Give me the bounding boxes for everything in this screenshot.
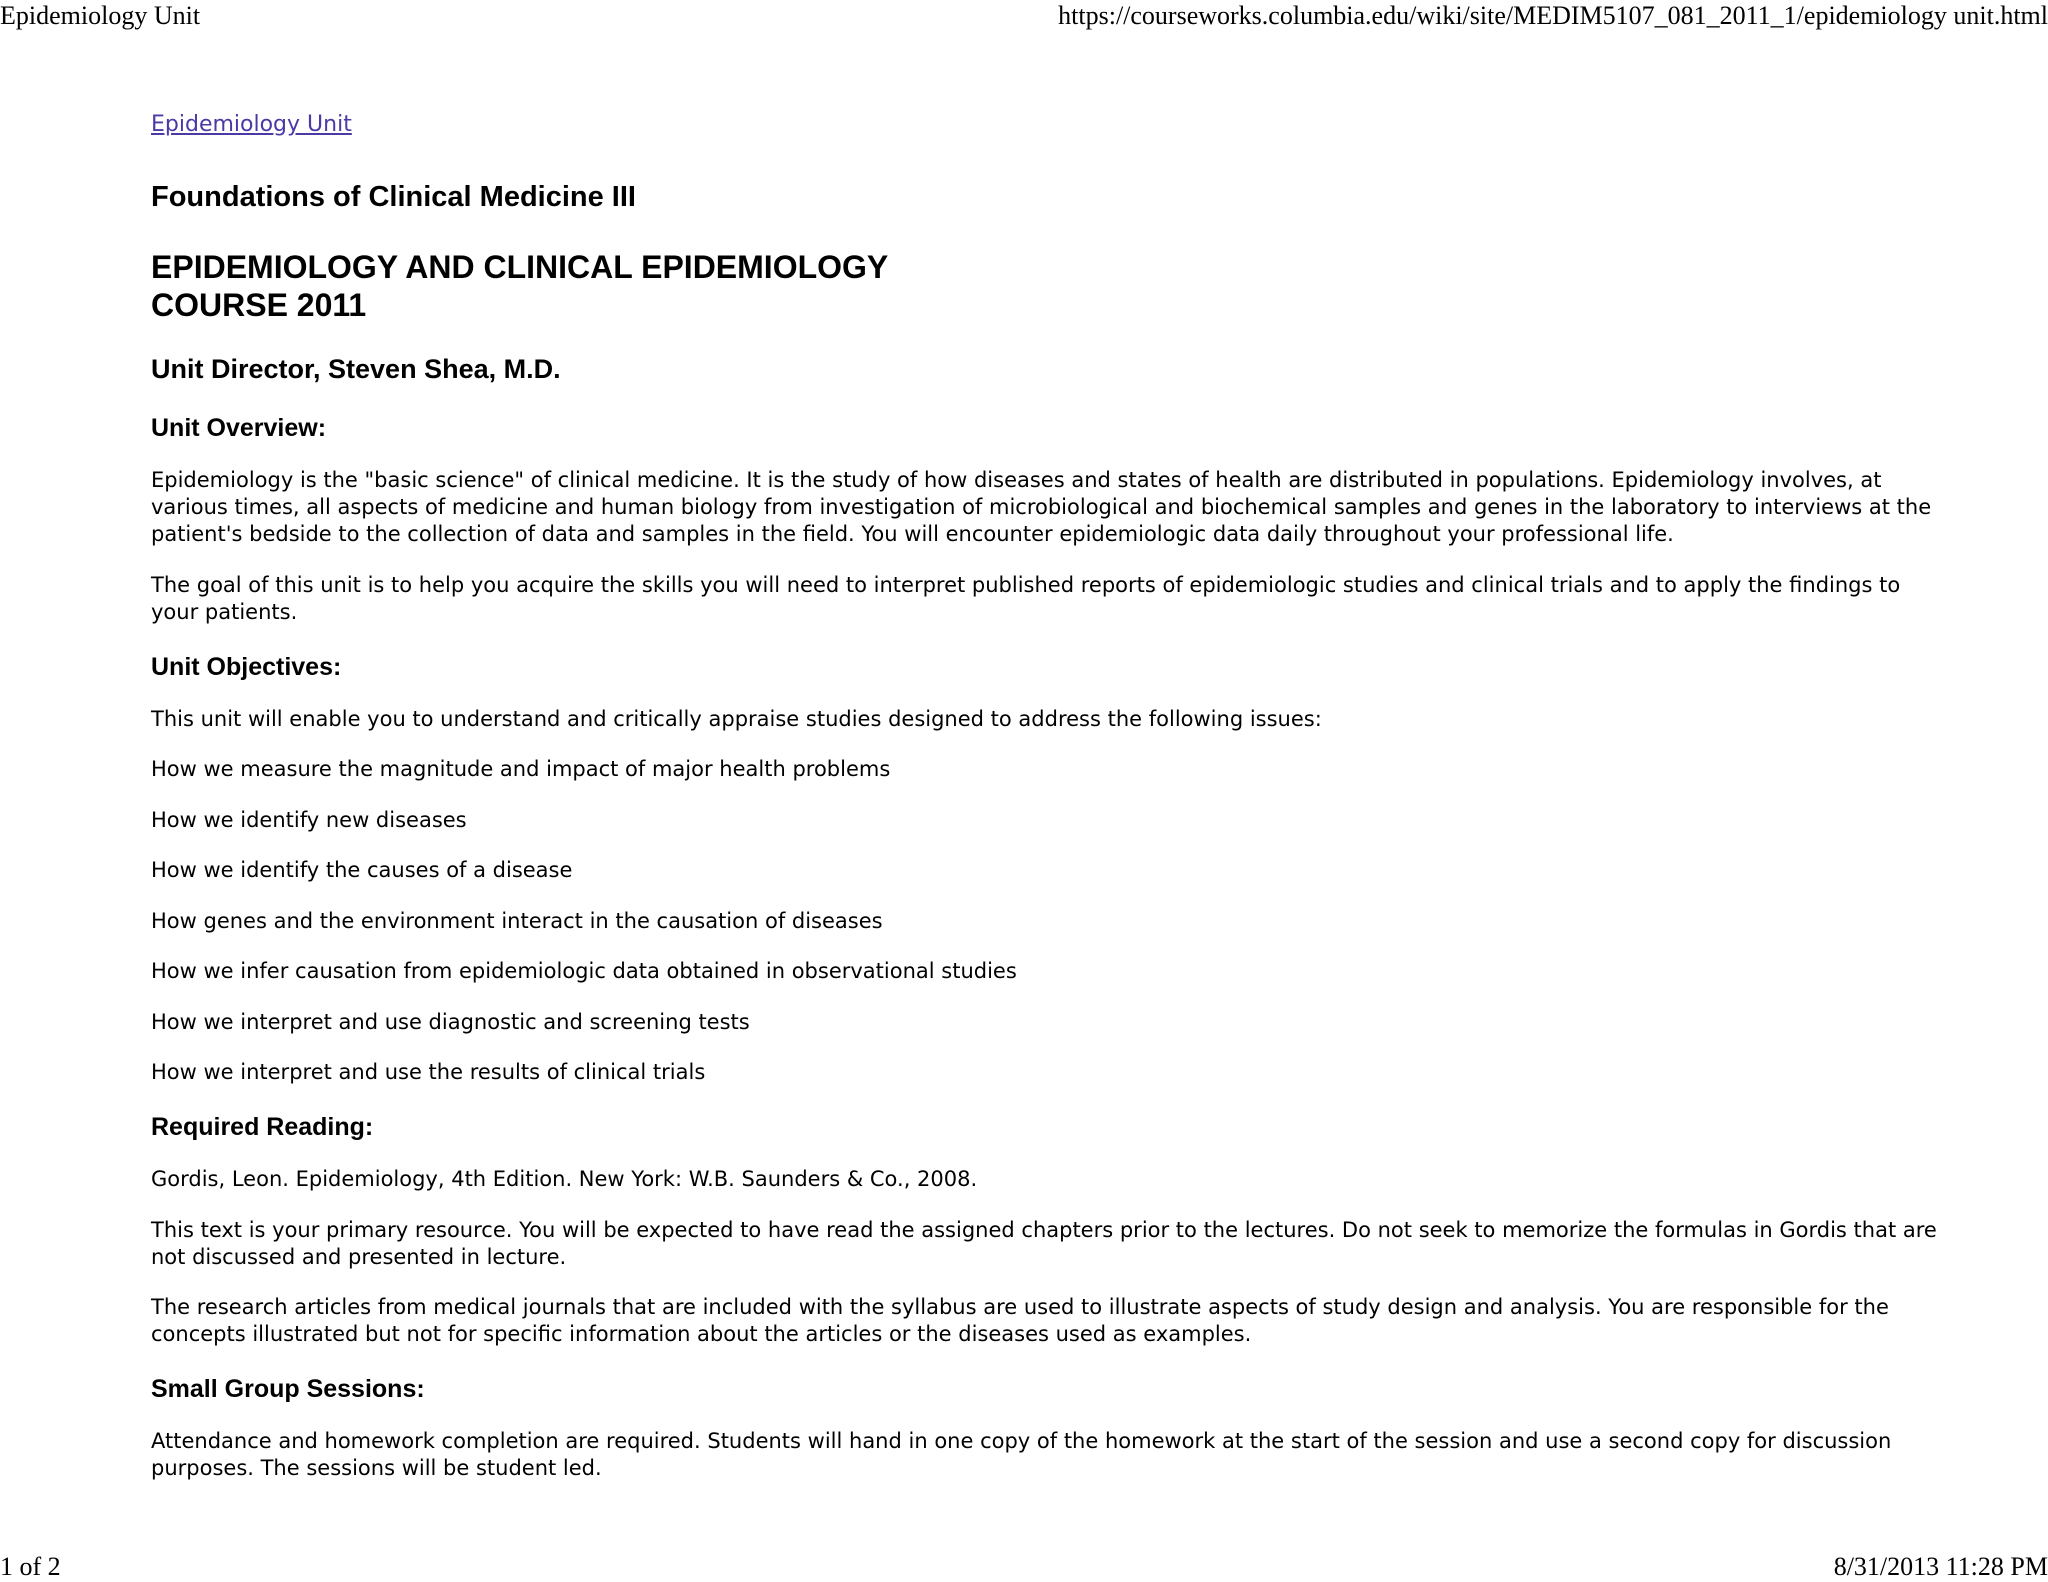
objective-item: How we measure the magnitude and impact of major health problems [151, 757, 891, 781]
course-title: Foundations of Clinical Medicine III [151, 181, 636, 213]
overview-heading: Unit Overview: [151, 414, 327, 442]
objectives-intro: This unit will enable you to understand and critically appraise studies designed to address the following issues: [151, 707, 1322, 731]
unit-director: Unit Director, Steven Shea, M.D. [151, 354, 561, 384]
reading-citation: Gordis, Leon. Epidemiology, 4th Edition. New York: W.B. Saunders & Co., 2008. [151, 1167, 978, 1191]
reading-heading: Required Reading: [151, 1113, 374, 1141]
objective-item: How we interpret and use diagnostic and screening tests [151, 1010, 750, 1034]
overview-paragraph-2 [151, 572, 1946, 626]
page-title-line-1: EPIDEMIOLOGY AND CLINICAL EPIDEMIOLOGY [151, 249, 889, 285]
page-title-line-2: COURSE 2011 [151, 287, 367, 323]
text-line: Epidemiology is the "basic science" of clinical medicine. It is the study of how diseases and states of health are distributed in populations. Epidemiology involves, at [151, 468, 1882, 492]
print-footer [0, 1552, 2048, 1582]
print-header-url: https://courseworks.columbia.edu/wiki/site/MEDIM5107_081_2011_1/epidemiology unit.html [1058, 1, 2048, 30]
breadcrumb-link[interactable]: Epidemiology Unit [151, 112, 352, 137]
print-header [0, 1, 2048, 31]
overview-paragraph-1 [151, 467, 1946, 548]
text-line: Attendance and homework completion are required. Students will hand in one copy of the homework at the start of the session and use a second copy for discussion [151, 1429, 1892, 1453]
text-line: purposes. The sessions will be student led. [151, 1456, 602, 1480]
text-line: not discussed and presented in lecture. [151, 1245, 567, 1269]
small-groups-paragraph [151, 1428, 1946, 1482]
reading-paragraph-2 [151, 1294, 1946, 1348]
objective-item: How we interpret and use the results of clinical trials [151, 1060, 706, 1084]
text-line: The goal of this unit is to help you acquire the skills you will need to interpret published reports of epidemiologic studies and clinical trials and to apply the findings to [151, 573, 1901, 597]
text-line: concepts illustrated but not for specific information about the articles or the diseases used as examples. [151, 1322, 1252, 1346]
objective-item: How we identify the causes of a disease [151, 858, 573, 882]
print-timestamp: 8/31/2013 11:28 PM [1833, 1552, 2048, 1581]
page-title [151, 248, 888, 324]
print-header-title: Epidemiology Unit [0, 1, 201, 30]
objectives-heading: Unit Objectives: [151, 653, 342, 681]
text-line: patient's bedside to the collection of data and samples in the field. You will encounter epidemiologic data daily throughout your professional life. [151, 522, 1674, 546]
reading-paragraph-1 [151, 1217, 1946, 1271]
text-line: The research articles from medical journals that are included with the syllabus are used to illustrate aspects of study design and analysis. You are responsible for the [151, 1295, 1889, 1319]
objective-item: How we infer causation from epidemiologic data obtained in observational studies [151, 959, 1017, 983]
objective-item: How we identify new diseases [151, 808, 467, 832]
page-count: 1 of 2 [0, 1552, 61, 1581]
text-line: your patients. [151, 600, 298, 624]
text-line: various times, all aspects of medicine and human biology from investigation of microbiological and biochemical samples and genes in the laboratory to interviews at the [151, 495, 1932, 519]
small-groups-heading: Small Group Sessions: [151, 1375, 425, 1403]
objective-item: How genes and the environment interact in the causation of diseases [151, 909, 883, 933]
text-line: This text is your primary resource. You will be expected to have read the assigned chapters prior to the lectures. Do not seek to memorize the formulas in Gordis that are [151, 1218, 1937, 1242]
